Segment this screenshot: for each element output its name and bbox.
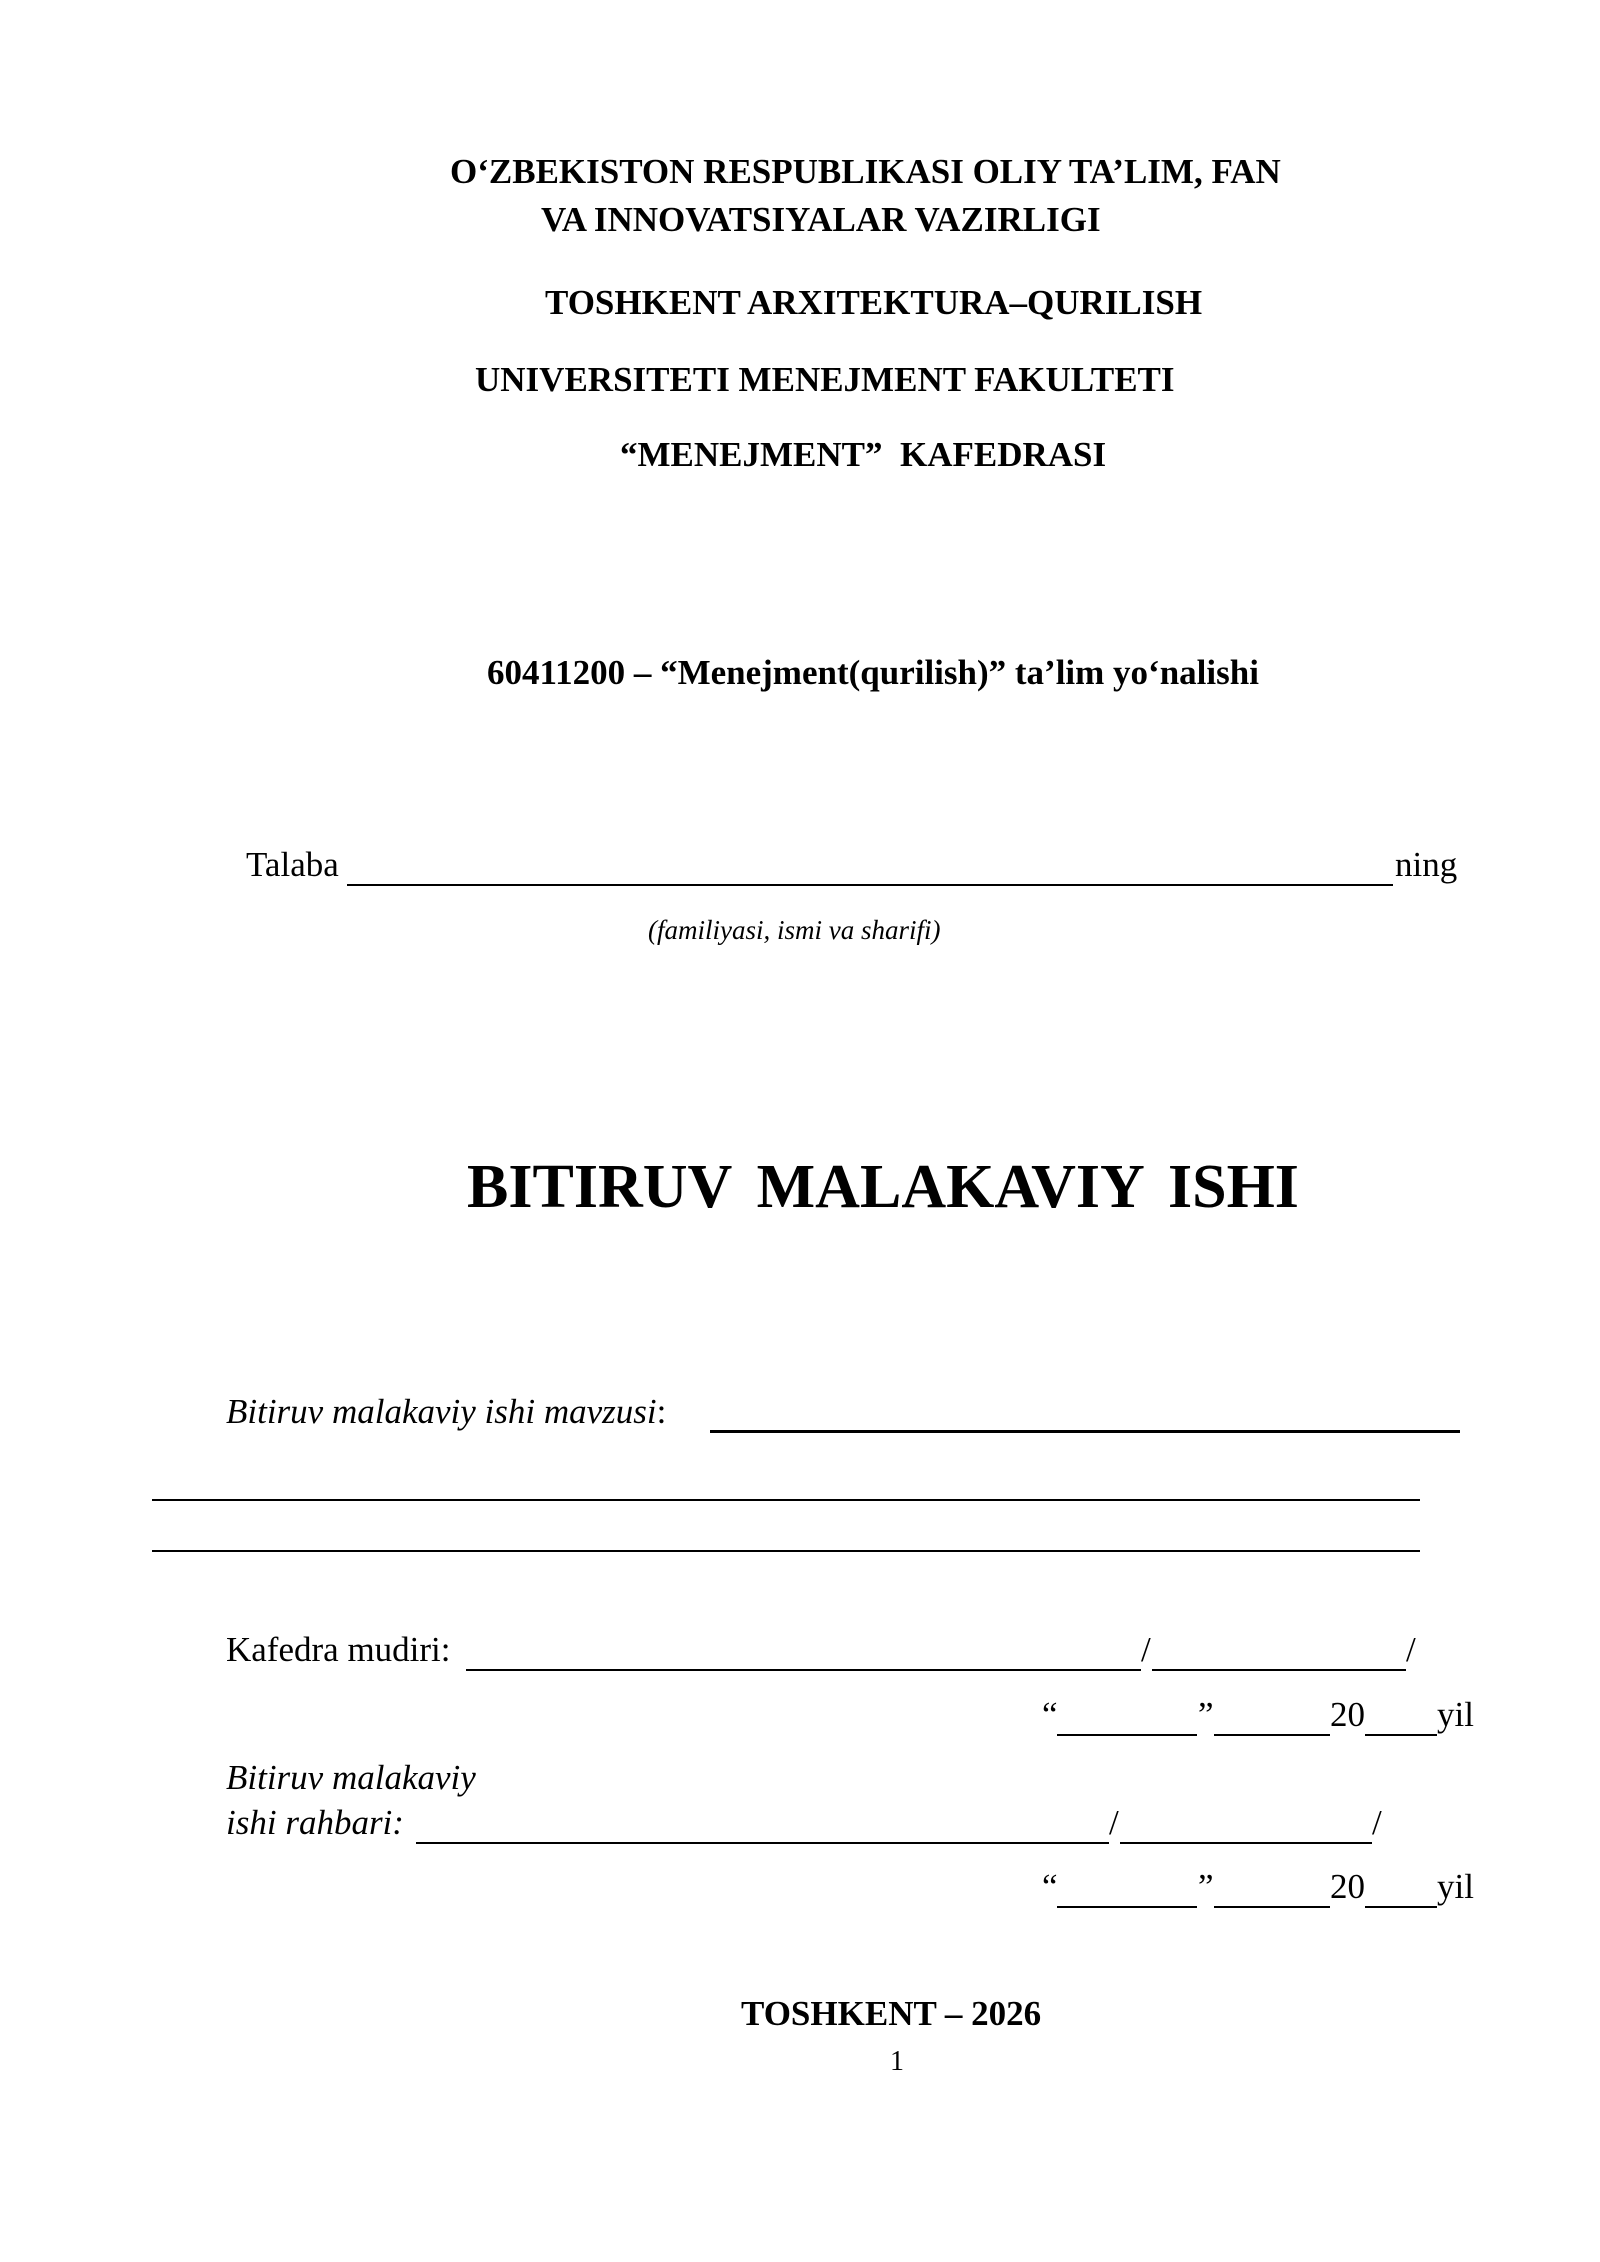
ministry-line-1: O‘ZBEKISTON RESPUBLIKASI OLIY TA’LIM, FAN [450,152,1281,191]
head-date-day-field[interactable] [1057,1734,1197,1736]
page-number: 1 [890,2046,904,2077]
student-name-field[interactable] [347,884,1393,886]
topic-colon: : [656,1392,667,1431]
head-year-suffix: yil [1437,1695,1474,1734]
ministry-line-2: VA INNOVATSIYALAR VAZIRLIGI [541,200,1101,239]
supervisor-date-month-field[interactable] [1214,1906,1330,1908]
topic-label-row [226,1392,666,1432]
department-name: “MENEJMENT” KAFEDRASI [620,435,1107,474]
supervisor-date-open-quote: “ [1042,1867,1058,1906]
supervisor-year-field[interactable] [1365,1906,1437,1908]
head-year-field[interactable] [1365,1734,1437,1736]
specialty-line: 60411200 – “Menejment(qurilish)” ta’lim yo‘nalishi [487,653,1259,692]
topic-field-line-3[interactable] [152,1550,1420,1552]
student-caption: (familiyasi, ismi va sharifi) [648,915,941,945]
head-year-prefix: 20 [1330,1695,1365,1734]
university-line-1: TOSHKENT ARXITEKTURA–QURILISH [545,283,1203,322]
topic-label: Bitiruv malakaviy ishi mavzusi [226,1392,657,1431]
supervisor-slash-2: / [1372,1803,1382,1842]
head-name-field[interactable] [1152,1669,1406,1671]
supervisor-signature-field[interactable] [416,1842,1109,1844]
head-date-month-field[interactable] [1214,1734,1330,1736]
supervisor-date-day-field[interactable] [1057,1906,1197,1908]
topic-field-line-2[interactable] [152,1499,1420,1501]
student-prefix: Talaba [246,845,339,884]
head-slash-1: / [1141,1630,1151,1669]
supervisor-year-prefix: 20 [1330,1867,1365,1906]
document-title: BITIRUV MALAKAVIY ISHI [467,1153,1299,1221]
supervisor-year-suffix: yil [1437,1867,1474,1906]
head-date-close-quote: ” [1198,1695,1214,1734]
university-line-2: UNIVERSITETI MENEJMENT FAKULTETI [475,360,1175,399]
supervisor-slash-1: / [1109,1803,1119,1842]
head-date-open-quote: “ [1042,1695,1058,1734]
supervisor-label-line-2: ishi rahbari: [226,1803,404,1842]
head-of-department-label: Kafedra mudiri: [226,1630,451,1669]
supervisor-date-close-quote: ” [1198,1867,1214,1906]
city-year: TOSHKENT – 2026 [741,1994,1042,2033]
student-suffix: ning [1395,845,1458,884]
head-signature-field[interactable] [466,1669,1141,1671]
supervisor-label-line-1: Bitiruv malakaviy [226,1758,476,1797]
topic-field-line-1[interactable] [710,1430,1460,1433]
head-slash-2: / [1406,1630,1416,1669]
supervisor-name-field[interactable] [1120,1842,1372,1844]
